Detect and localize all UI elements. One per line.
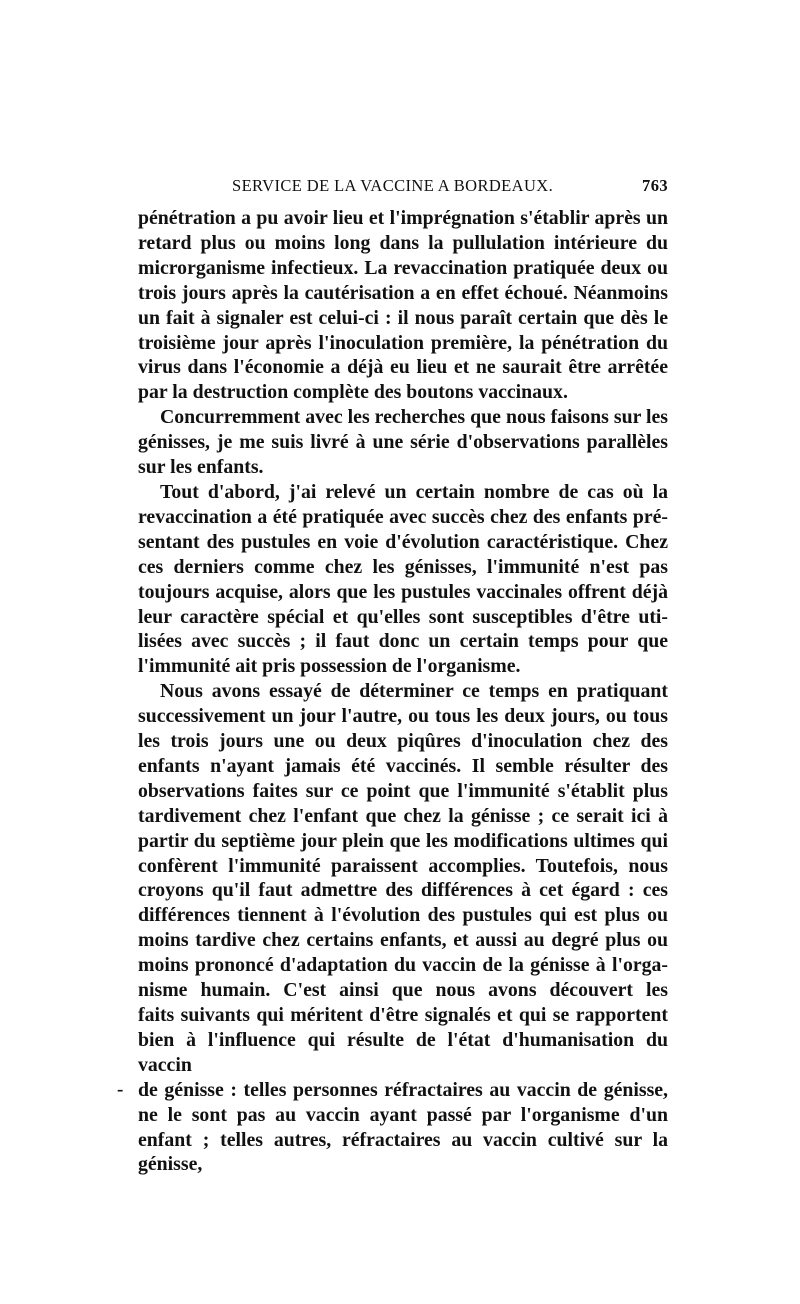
text-line: leur caractère spécial et qu'elles sont susceptibles d'être uti- [138, 605, 668, 628]
text-line: ne le sont pas au vaccin ayant passé par l'organisme d'un [138, 1103, 668, 1126]
text-line: ces derniers comme chez les génisses, l'immunité n'est pas [138, 555, 668, 578]
text-line: un fait à signaler est celui-ci : il nous paraît certain que dès le [138, 306, 668, 329]
text-line: confèrent l'immunité paraissent accomplies. Toutefois, nous [138, 854, 668, 877]
text-line: virus dans l'économie a déjà eu lieu et ne saurait être arrêtée [138, 356, 668, 379]
text-line: tardivement chez l'enfant que chez la génisse ; ce serait ici à [138, 804, 668, 827]
margin-mark: - [117, 1079, 124, 1100]
text-line: moins prononcé d'adaptation du vaccin de la génisse à l'orga- [138, 954, 668, 977]
text-line: de génisse : telles personnes réfractaires au vaccin de génisse, [138, 1078, 668, 1101]
text-line: Tout d'abord, j'ai relevé un certain nombre de cas où la [160, 480, 668, 503]
text-line: Nous avons essayé de déterminer ce temps en pratiquant [160, 680, 668, 703]
text-line: bien à l'influence qui résulte de l'état d'humanisation du vaccin [138, 1028, 668, 1076]
body-text [138, 206, 668, 1177]
text-line: troisième jour après l'inoculation première, la pénétration du [138, 331, 668, 354]
text-line: nisme humain. C'est ainsi que nous avons découvert les [138, 979, 668, 1002]
text-line: partir du septième jour plein que les modifications ultimes qui [138, 829, 668, 852]
text-line: moins tardive chez certains enfants, et aussi au degré plus ou [138, 929, 668, 952]
text-line: l'immunité ait pris possession de l'organisme. [138, 655, 521, 678]
text-line: différences tiennent à l'évolution des pustules qui est plus ou [138, 904, 668, 927]
text-line: observations faites sur ce point que l'immunité s'établit plus [138, 779, 668, 802]
text-line: faits suivants qui méritent d'être signalés et qui se rapportent [138, 1004, 668, 1026]
text-line: génisses, je me suis livré à une série d'observations parallèles [138, 431, 668, 454]
text-line: sur les enfants. [138, 456, 264, 479]
text-line: sentant des pustules en voie d'évolution caractéristique. Chez [138, 530, 668, 553]
text-line: successivement un jour l'autre, ou tous les deux jours, ou tous [138, 705, 668, 728]
text-line: Concurremment avec les recherches que nous faisons sur les [160, 406, 668, 429]
text-line: pénétration a pu avoir lieu et l'imprégnation s'établir après un [138, 207, 668, 229]
page-number: 763 [642, 176, 668, 195]
text-line: trois jours après la cautérisation a en effet échoué. Néanmoins [138, 281, 668, 304]
text-line: croyons qu'il faut admettre des différences à cet égard : ces [138, 879, 668, 902]
text-line: retard plus ou moins long dans la pullulation intérieure du [138, 231, 668, 254]
text-line: les trois jours une ou deux piqûres d'inoculation chez des [138, 730, 668, 753]
text-line: microrganisme infectieux. La revaccination pratiquée deux ou [138, 256, 668, 279]
text-line: enfant ; telles autres, réfractaires au vaccin cultivé sur la génisse, [138, 1128, 668, 1176]
text-line: enfants n'ayant jamais été vaccinés. Il semble résulter des [138, 754, 668, 777]
running-header [138, 176, 668, 202]
text-line: lisées avec succès ; il faut donc un certain temps pour que [138, 630, 668, 653]
running-title: SERVICE DE LA VACCINE A BORDEAUX. [232, 176, 554, 195]
text-line: revaccination a été pratiquée avec succès chez des enfants pré- [138, 505, 668, 528]
text-line: toujours acquise, alors que les pustules vaccinales offrent déjà [138, 580, 668, 603]
text-line: par la destruction complète des boutons vaccinaux. [138, 381, 568, 404]
